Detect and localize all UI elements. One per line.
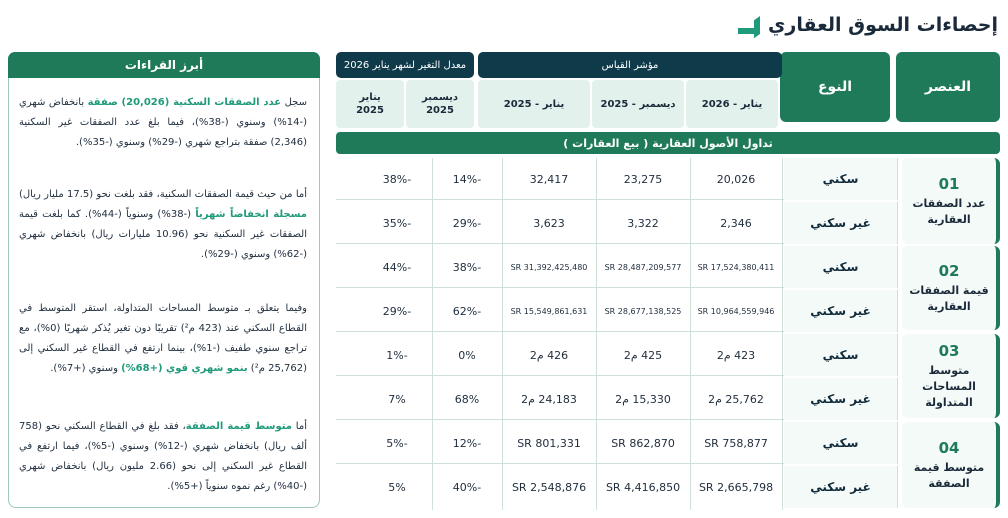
- element-label: 03 متوسط المساحات المتداولة: [902, 334, 1000, 418]
- group-transactions-count: [336, 158, 1000, 244]
- column-divider: [502, 158, 503, 510]
- group-transactions-value: [336, 246, 1000, 332]
- page-title: إحصاءات السوق العقاري: [767, 14, 998, 36]
- header-change: معدل التغير لشهر يناير 2026: [336, 52, 474, 78]
- group-average-area: [336, 334, 1000, 420]
- header-index: مؤشر القياس: [478, 52, 782, 78]
- column-divider: [690, 158, 691, 510]
- header-jan2026: يناير - 2026: [686, 80, 778, 128]
- page-header: [734, 8, 998, 42]
- table-row: سكني 758,877 SR 862,870 SR 801,331 SR -12% -5%: [336, 422, 898, 464]
- highlights-title: أبرز القراءات: [8, 52, 320, 78]
- table-row: غير سكني 10,964,559,946 SR 28,677,138,525 SR 15,549,861,631 SR -62% -29%: [336, 290, 898, 332]
- column-divider: [596, 158, 597, 510]
- header-element: العنصر: [896, 52, 1000, 122]
- column-divider: [782, 158, 783, 510]
- highlight-paragraph: وفيما يتعلق بـ متوسط المساحات المتداولة، استقر المتوسط في القطاع السكني عند (423 م²) تقريبًا دون تغير يُذكر شهريًا (0%)، مع تراجع سنوي طفيف (-1%)، بينما ارتفع في القطاع غير السكني إلى (25,762 م²) بنمو شهري قوي (+68%) وسنوي (+7%).: [19, 303, 308, 374]
- highlight-paragraph: أما متوسط قيمة الصفقة، فقد بلغ في القطاع السكني نحو (758 ألف ريال) بانخفاض شهري (-12%) وسنوي (-5%)، فيما ارتفع في القطاع غير السكني إلى نحو (2.66 مليون ريال) بانخفاض شهري (-40%) رغم نموه سنوياً (+5%).: [19, 421, 308, 492]
- header-jan2025: يناير - 2025: [478, 80, 590, 128]
- highlight-paragraph: سجل عدد الصفقات السكنية (20,026) صفقة بانخفاض شهري (-14%) وسنوي (-38%)، فيما بلغ عدد الصفقات غير السكنية (2,346) صفقة بتراجع شهري (-29%) وسنوي (-35%).: [19, 97, 307, 148]
- table-row: سكني 17,524,380,411 SR 28,487,209,577 SR 31,392,425,480 SR -38% -44%: [336, 246, 898, 288]
- group-average-transaction-value: [336, 422, 1000, 510]
- column-divider: [432, 158, 433, 510]
- header-change-dec2025: ديسمبر 2025: [406, 80, 474, 128]
- table-row: سكني 423 م2 425 م2 426 م2 0% -1%: [336, 334, 898, 376]
- market-stats-table: [336, 52, 1000, 512]
- highlight-paragraph: أما من حيث قيمة الصفقات السكنية، فقد بلغت نحو (17.5 مليار ريال) مسجلة انخفاضاً شهرياً (-38%) وسنوياً (-44%). كما بلغت قيمة الصفقات غير السكنية نحو (10.96 مليارات ريال) بانخفاض شهري (-62%) وسنوي (-29%).: [19, 189, 307, 260]
- table-row: غير سكني 2,665,798 SR 4,416,850 SR 2,548,876 SR -40% 5%: [336, 466, 898, 508]
- element-label: 02 قيمة الصفقات العقارية: [902, 246, 1000, 330]
- header-type: النوع: [780, 52, 890, 122]
- table-row: سكني 20,026 23,275 32,417 -14% -38%: [336, 158, 898, 200]
- table-row: غير سكني 2,346 3,322 3,623 -29% -35%: [336, 202, 898, 244]
- element-label: 04 متوسط قيمة الصفقة: [902, 422, 1000, 508]
- table-row: غير سكني 25,762 م2 15,330 م2 24,183 م2 68% 7%: [336, 378, 898, 420]
- header-change-jan2025: يناير 2025: [336, 80, 404, 128]
- section-title: تداول الأصول العقارية ( بيع العقارات ): [336, 132, 1000, 154]
- header-dec2025: ديسمبر - 2025: [592, 80, 684, 128]
- chevron-logo-icon: [734, 14, 760, 36]
- element-label: 01 عدد الصفقات العقارية: [902, 158, 1000, 244]
- highlights-panel: [8, 52, 320, 508]
